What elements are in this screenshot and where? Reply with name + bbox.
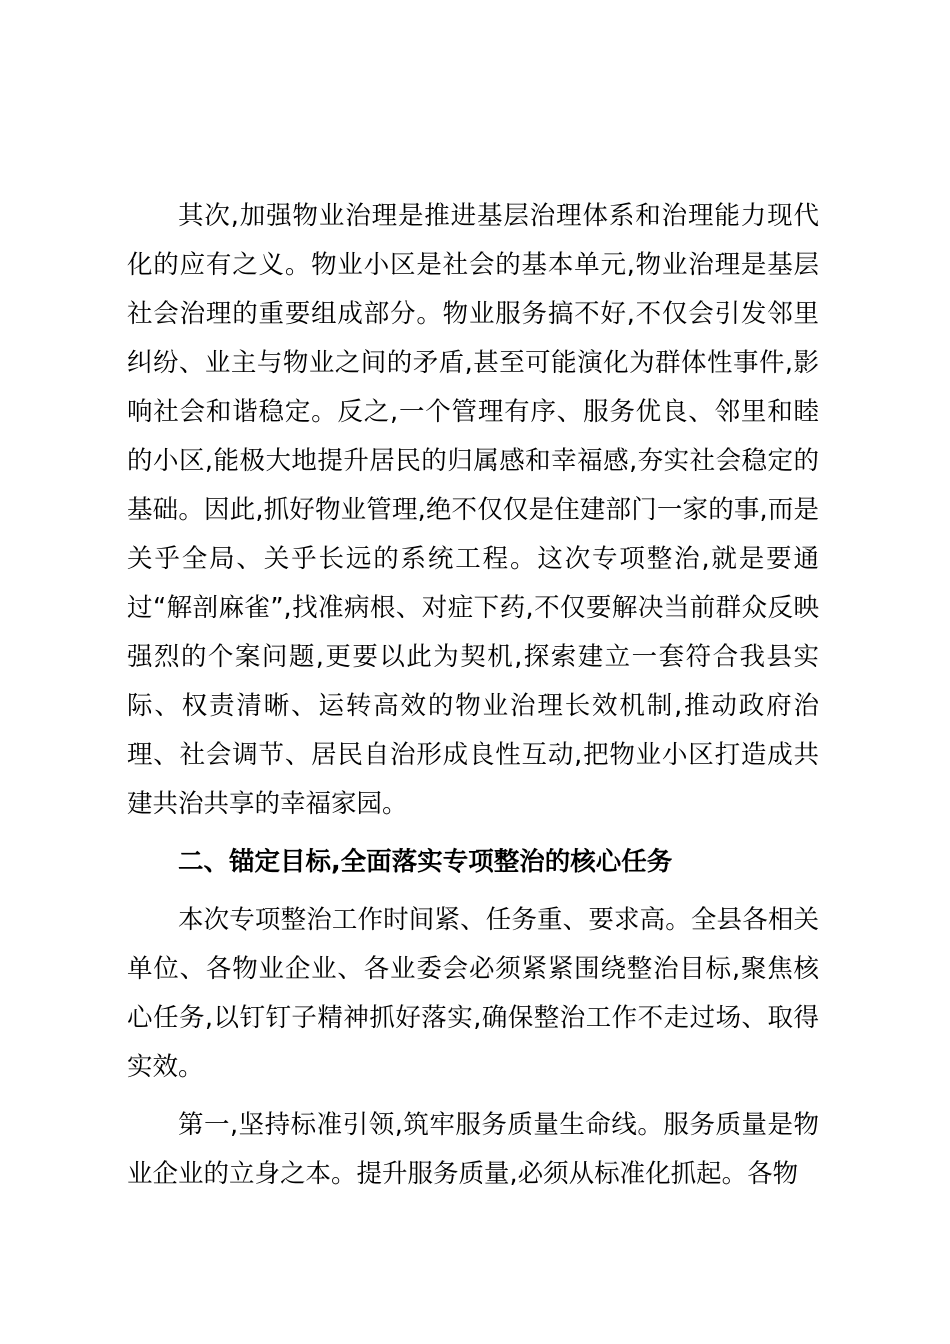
section-heading-two: 二、锚定目标,全面落实专项整治的核心任务	[178, 847, 673, 877]
document-body	[127, 192, 819, 1199]
paragraph-standard-guidance: 第一,坚持标准引领,筑牢服务质量生命线。服务质量是物业企业的立身之本。提升服务质量,必须从标准化抓起。各物	[127, 1110, 819, 1189]
paragraph-governance-modernization: 其次,加强物业治理是推进基层治理体系和治理能力现代化的应有之义。物业小区是社会的基本单元,物业治理是基层社会治理的重要组成部分。物业服务搞不好,不仅会引发邻里纠纷、业主与物业之间的矛盾,甚至可能演化为群体性事件,影响社会和谐稳定。反之,一个管理有序、服务优良、邻里和睦的小区,能极大地提升居民的归属感和幸福感,夯实社会稳定的基础。因此,抓好物业管理,绝不仅仅是住建部门一家的事,而是关乎全局、关乎长远的系统工程。这次专项整治,就是要通过“解剖麻雀”,找准病根、对症下药,不仅要解决当前群众反映强烈的个案问题,更要以此为契机,探索建立一套符合我县实际、权责清晰、运转高效的物业治理长效机制,推动政府治理、社会调节、居民自治形成良性互动,把物业小区打造成共建共治共享的幸福家园。	[127, 201, 819, 819]
paragraph-rectification-tasks: 本次专项整治工作时间紧、任务重、要求高。全县各相关单位、各物业企业、各业委会必须紧紧围绕整治目标,聚焦核心任务,以钉钉子精神抓好落实,确保整治工作不走过场、取得实效。	[127, 905, 819, 1082]
